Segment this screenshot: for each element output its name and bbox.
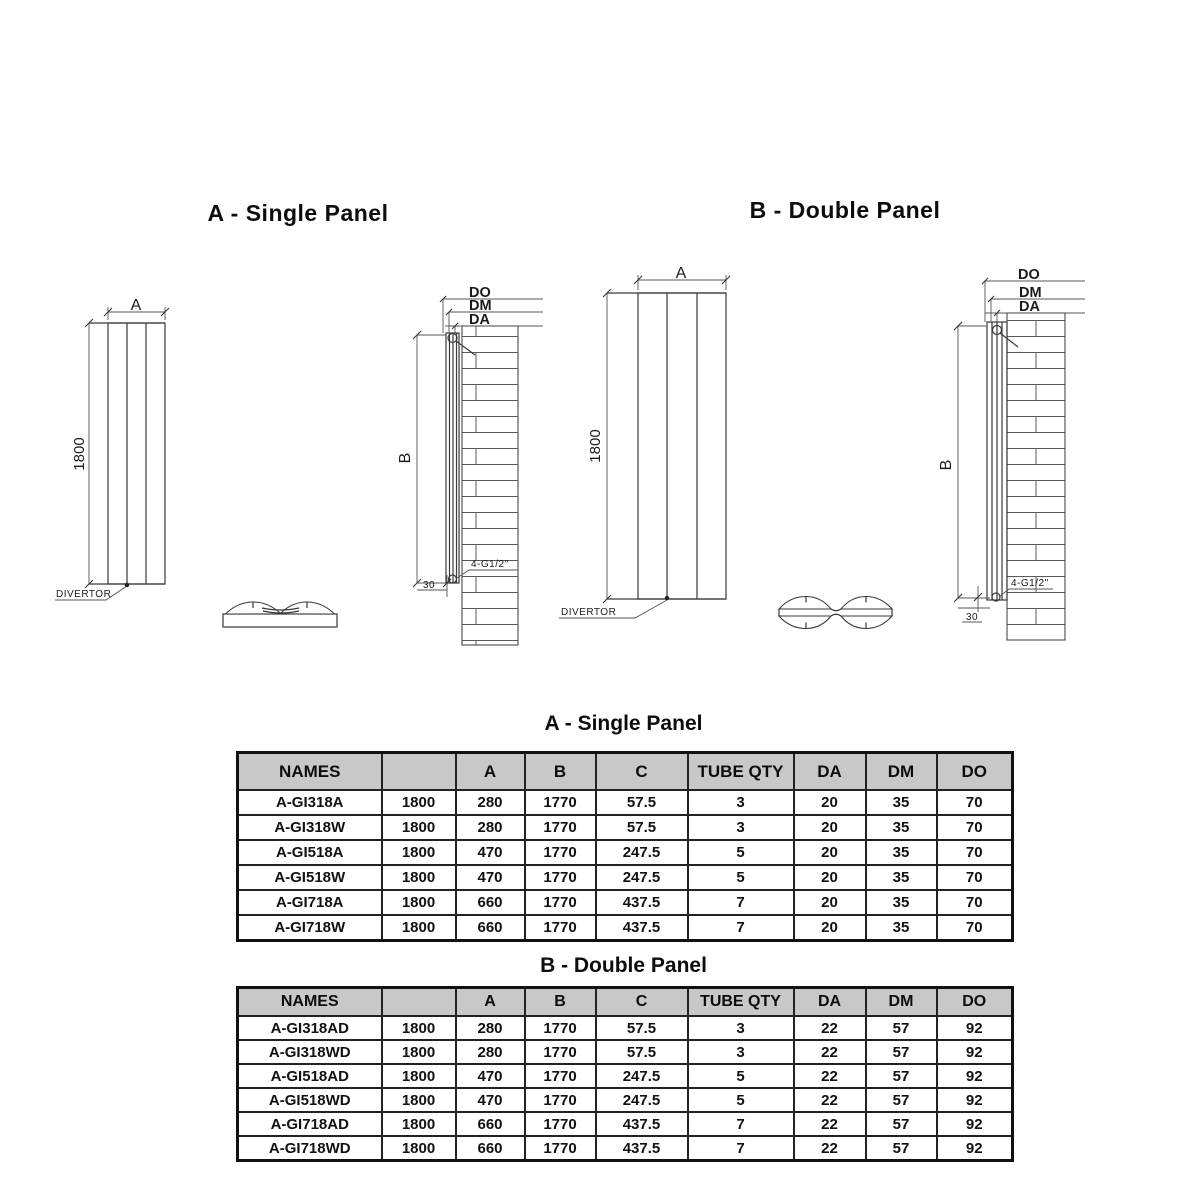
cell: 92: [937, 1064, 1013, 1088]
divertor-label-double: DIVERTOR: [561, 607, 617, 618]
header-cell: A: [456, 753, 525, 791]
dim-label-width-single: A: [130, 297, 142, 314]
divertor-label-single: DIVERTOR: [56, 589, 112, 600]
single-front-view: [55, 297, 169, 600]
cell: 57.5: [596, 1016, 688, 1040]
table-single-title: A - Single Panel: [544, 712, 703, 735]
table-row: [238, 1088, 1013, 1112]
cell: 7: [688, 1112, 794, 1136]
table-row: [238, 790, 1013, 815]
cell: 1770: [525, 915, 596, 941]
cell: 1800: [382, 1040, 456, 1064]
drawing-title-double: B - Double Panel: [749, 197, 941, 223]
cell: 70: [937, 840, 1013, 865]
cell: 1800: [382, 890, 456, 915]
single-side-view: [397, 285, 543, 645]
cell: 470: [456, 840, 525, 865]
cell: A-GI718W: [238, 915, 382, 941]
dim-label-offset-double: 30: [966, 612, 979, 623]
cell: 1770: [525, 1136, 596, 1161]
cell: 437.5: [596, 890, 688, 915]
cell: 3: [688, 1040, 794, 1064]
cell: 57: [866, 1112, 937, 1136]
cell: 22: [794, 1040, 866, 1064]
cell: 57: [866, 1040, 937, 1064]
cell: 280: [456, 815, 525, 840]
dim-label-da-single: DA: [469, 312, 490, 328]
header-cell: B: [525, 753, 596, 791]
header-cell: TUBE QTY: [688, 753, 794, 791]
dim-label-dm-single: DM: [469, 298, 492, 314]
cell: 470: [456, 1064, 525, 1088]
cell: 1770: [525, 1088, 596, 1112]
cell: A-GI518W: [238, 865, 382, 890]
dim-label-do-single: DO: [469, 285, 491, 301]
cell: 660: [456, 1112, 525, 1136]
table-row: [238, 890, 1013, 915]
cell: 7: [688, 915, 794, 941]
cell: 92: [937, 1088, 1013, 1112]
table-header-row: [238, 753, 1013, 791]
cell: 247.5: [596, 1088, 688, 1112]
cell: 22: [794, 1016, 866, 1040]
cell: 57.5: [596, 1040, 688, 1064]
header-cell: DA: [794, 753, 866, 791]
cell: 7: [688, 1136, 794, 1161]
cell: A-GI718AD: [238, 1112, 382, 1136]
cell: 437.5: [596, 1112, 688, 1136]
cell: 20: [794, 840, 866, 865]
cell: 280: [456, 790, 525, 815]
cell: 70: [937, 815, 1013, 840]
cell: 22: [794, 1064, 866, 1088]
cell: 5: [688, 865, 794, 890]
cell: 280: [456, 1016, 525, 1040]
table-row: [238, 840, 1013, 865]
cell: A-GI318WD: [238, 1040, 382, 1064]
cell: 1800: [382, 915, 456, 941]
cell: 470: [456, 1088, 525, 1112]
cell: 70: [937, 915, 1013, 941]
table-row: [238, 915, 1013, 941]
cell: 1800: [382, 865, 456, 890]
header-cell: NAMES: [238, 988, 382, 1017]
header-cell: A: [456, 988, 525, 1017]
cell: 92: [937, 1040, 1013, 1064]
cell: 20: [794, 915, 866, 941]
header-cell: C: [596, 753, 688, 791]
cell: 1800: [382, 840, 456, 865]
cell: 22: [794, 1136, 866, 1161]
wall-single: [462, 326, 518, 645]
cell: 1800: [382, 1064, 456, 1088]
cell: 1800: [382, 1088, 456, 1112]
cell: A-GI718A: [238, 890, 382, 915]
cell: 660: [456, 1136, 525, 1161]
double-side-view: [938, 267, 1085, 640]
wall-double: [1007, 313, 1065, 640]
cell: 3: [688, 790, 794, 815]
header-cell: [382, 988, 456, 1017]
cell: A-GI518WD: [238, 1088, 382, 1112]
cell: 1800: [382, 1136, 456, 1161]
cell: 35: [866, 915, 937, 941]
header-cell: B: [525, 988, 596, 1017]
table-row: [238, 1136, 1013, 1161]
cell: 3: [688, 1016, 794, 1040]
dim-label-da-double: DA: [1019, 299, 1040, 315]
dim-label-depth-double: B: [938, 459, 955, 471]
cell: A-GI518A: [238, 840, 382, 865]
cell: 92: [937, 1016, 1013, 1040]
cell: 57.5: [596, 815, 688, 840]
cell: 70: [937, 790, 1013, 815]
cell: A-GI318A: [238, 790, 382, 815]
table-row: [238, 865, 1013, 890]
header-cell: [382, 753, 456, 791]
cell: 1770: [525, 865, 596, 890]
cell: 247.5: [596, 865, 688, 890]
dim-label-offset-single: 30: [423, 580, 436, 591]
cell: 437.5: [596, 1136, 688, 1161]
cell: 20: [794, 890, 866, 915]
cell: 1770: [525, 790, 596, 815]
cell: A-GI318AD: [238, 1016, 382, 1040]
cell: 35: [866, 840, 937, 865]
cell: 1770: [525, 840, 596, 865]
table-row: [238, 815, 1013, 840]
double-top-view: [779, 597, 892, 629]
cell: 5: [688, 1088, 794, 1112]
cell: A-GI518AD: [238, 1064, 382, 1088]
cell: 1800: [382, 1016, 456, 1040]
cell: 280: [456, 1040, 525, 1064]
cell: 22: [794, 1088, 866, 1112]
cell: 35: [866, 815, 937, 840]
header-cell: DM: [866, 988, 937, 1017]
cell: 1770: [525, 1064, 596, 1088]
divertor-point-double: [665, 596, 669, 600]
cell: 35: [866, 890, 937, 915]
cell: 35: [866, 790, 937, 815]
cell: 57: [866, 1136, 937, 1161]
dim-label-height-double: 1800: [587, 429, 604, 463]
header-cell: DM: [866, 753, 937, 791]
header-cell: DA: [794, 988, 866, 1017]
cell: 57: [866, 1016, 937, 1040]
header-cell: DO: [937, 753, 1013, 791]
cell: 1800: [382, 790, 456, 815]
cell: 35: [866, 865, 937, 890]
cell: 470: [456, 865, 525, 890]
single-top-view: [223, 602, 337, 627]
cell: 247.5: [596, 1064, 688, 1088]
cell: 1770: [525, 815, 596, 840]
cell: 22: [794, 1112, 866, 1136]
cell: 1770: [525, 890, 596, 915]
cell: 660: [456, 915, 525, 941]
cell: 1770: [525, 1016, 596, 1040]
dim-label-dm-double: DM: [1019, 285, 1042, 301]
cell: 3: [688, 815, 794, 840]
table-double-title: B - Double Panel: [540, 954, 707, 977]
header-cell: C: [596, 988, 688, 1017]
cell: 1800: [382, 815, 456, 840]
drawing-title-single: A - Single Panel: [207, 200, 389, 226]
table-header-row: [238, 988, 1013, 1017]
cell: 7: [688, 890, 794, 915]
table-row: [238, 1112, 1013, 1136]
cell: 660: [456, 890, 525, 915]
table-row: [238, 1016, 1013, 1040]
table-double: [236, 986, 1014, 1162]
table-single: [236, 751, 1014, 942]
cell: 5: [688, 1064, 794, 1088]
header-cell: TUBE QTY: [688, 988, 794, 1017]
divertor-point-single: [125, 583, 129, 587]
cell: 92: [937, 1136, 1013, 1161]
cell: 1770: [525, 1040, 596, 1064]
cell: 437.5: [596, 915, 688, 941]
cell: 70: [937, 890, 1013, 915]
cell: 20: [794, 790, 866, 815]
cell: 57.5: [596, 790, 688, 815]
cell: 247.5: [596, 840, 688, 865]
cell: A-GI718WD: [238, 1136, 382, 1161]
cell: 57: [866, 1088, 937, 1112]
cell: A-GI318W: [238, 815, 382, 840]
cell: 92: [937, 1112, 1013, 1136]
double-front-view: [559, 265, 730, 618]
thread-label-single: 4-G1/2": [471, 559, 509, 570]
dim-label-depth-single: B: [397, 452, 414, 464]
dim-label-do-double: DO: [1018, 267, 1040, 283]
cell: 20: [794, 815, 866, 840]
table-row: [238, 1040, 1013, 1064]
cell: 57: [866, 1064, 937, 1088]
cell: 1800: [382, 1112, 456, 1136]
dim-label-width-double: A: [675, 265, 687, 282]
cell: 70: [937, 865, 1013, 890]
cell: 20: [794, 865, 866, 890]
cell: 1770: [525, 1112, 596, 1136]
cell: 5: [688, 840, 794, 865]
header-cell: NAMES: [238, 753, 382, 791]
header-cell: DO: [937, 988, 1013, 1017]
thread-label-double: 4-G1/2": [1011, 578, 1049, 589]
table-row: [238, 1064, 1013, 1088]
dim-label-height-single: 1800: [71, 437, 88, 471]
